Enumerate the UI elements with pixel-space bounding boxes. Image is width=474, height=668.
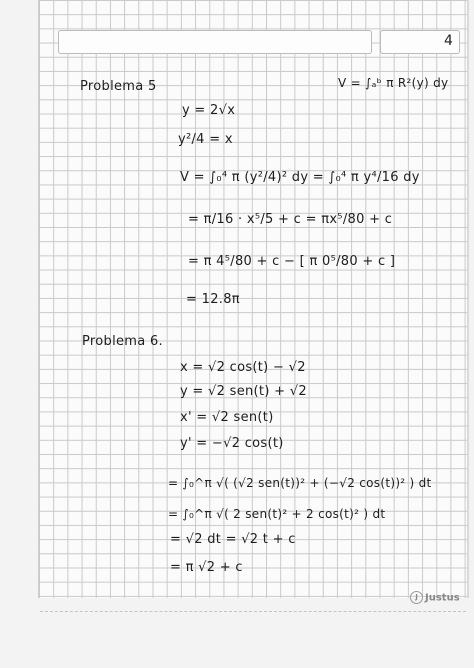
problem6-line4: y' = −√2 cos(t) xyxy=(180,436,284,451)
problem5-line1: y = 2√x xyxy=(182,103,236,118)
problem6-line6: = ∫₀^π √( 2 sen(t)² + 2 cos(t)² ) dt xyxy=(168,507,386,521)
page-number: 4 xyxy=(444,33,453,49)
header-title-box xyxy=(58,30,372,54)
problem5-result: = 12.8π xyxy=(186,292,240,307)
problem5-line5: = π 4⁵/80 + c − [ π 0⁵/80 + c ] xyxy=(188,254,396,269)
problem5-line3: V = ∫₀⁴ π (y²/4)² dy = ∫₀⁴ π y⁴/16 dy xyxy=(180,170,420,185)
problem5-line4: = π/16 · x⁵/5 + c = πx⁵/80 + c xyxy=(188,212,393,227)
problem5-title: Problema 5 xyxy=(80,79,157,94)
problem6-line2: y = √2 sen(t) + √2 xyxy=(180,384,307,399)
problem5-volume-formula: V = ∫ₐᵇ π R²(y) dy xyxy=(338,76,449,90)
justus-logo-icon: J xyxy=(410,591,423,604)
problem5-line2: y²/4 = x xyxy=(178,132,233,147)
problem6-result: = π √2 + c xyxy=(170,560,243,575)
page-bottom-divider xyxy=(40,611,466,612)
problem6-line7: = √2 dt = √2 t + c xyxy=(170,532,296,547)
justus-logo-text: Justus xyxy=(425,592,460,604)
problem6-title: Problema 6. xyxy=(82,334,163,349)
problem6-line5: = ∫₀^π √( (√2 sen(t))² + (−√2 cos(t))² ) dt xyxy=(168,476,432,490)
justus-logo xyxy=(410,591,460,604)
problem6-line3: x' = √2 sen(t) xyxy=(180,410,274,425)
problem6-line1: x = √2 cos(t) − √2 xyxy=(180,360,306,375)
